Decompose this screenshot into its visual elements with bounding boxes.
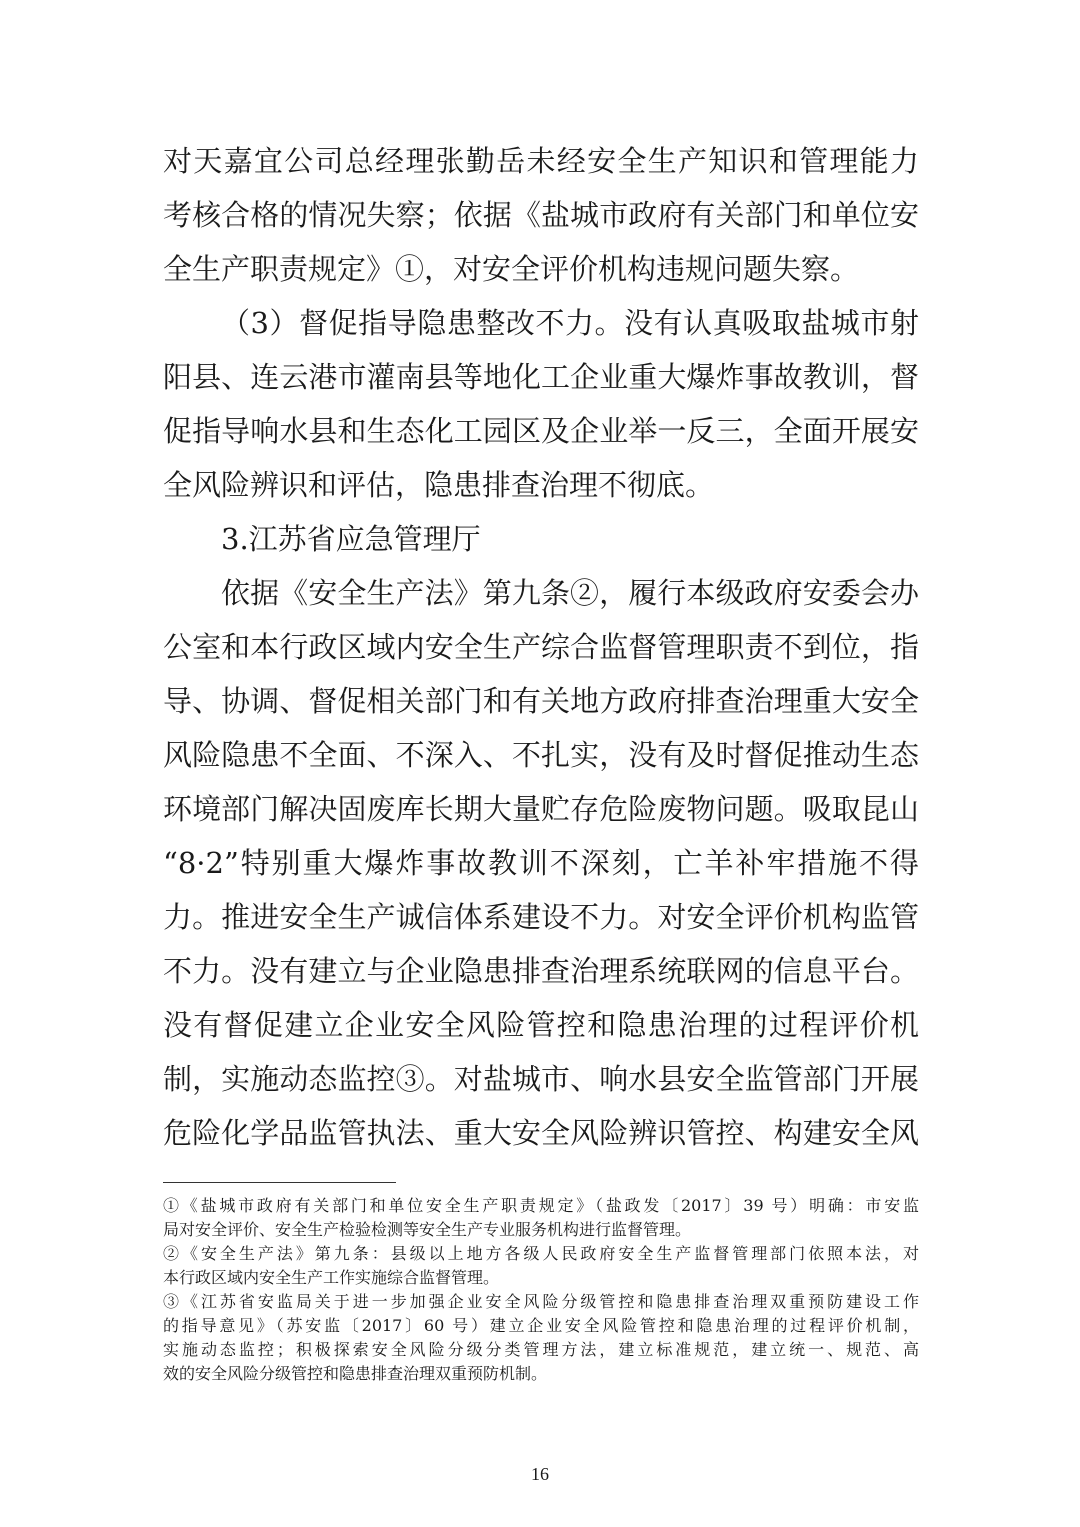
body-line: 导、协调、督促相关部门和有关地方政府排查治理重大安全 (163, 684, 919, 718)
body-line: 环境部门解决固废库长期大量贮存危险废物问题。吸取昆山 (163, 792, 919, 826)
body-line: 依据《安全生产法》第九条②，履行本级政府安委会办 (221, 576, 919, 610)
body-line: “8·2”特别重大爆炸事故教训不深刻，亡羊补牢措施不得 (163, 846, 919, 880)
footnote-line: ①《盐城市政府有关部门和单位安全生产职责规定》（盐政发〔2017〕39 号）明确：市安监 (163, 1196, 919, 1215)
footnote-line: 实施动态监控；积极探索安全风险分级分类管理方法，建立标准规范，建立统一、规范、高 (163, 1340, 919, 1359)
body-line: 危险化学品监管执法、重大安全风险辨识管控、构建安全风 (163, 1116, 919, 1150)
footnotes (163, 1194, 919, 1386)
body-line: 制，实施动态监控③。对盐城市、响水县安全监管部门开展 (163, 1062, 919, 1096)
body-line: （3）督促指导隐患整改不力。没有认真吸取盐城市射 (221, 306, 919, 340)
footnote-line: 本行政区域内安全生产工作实施综合监督管理。 (163, 1268, 500, 1287)
footnote-line: ②《安全生产法》第九条：县级以上地方各级人民政府安全生产监督管理部门依照本法，对 (163, 1244, 919, 1263)
body-line: 不力。没有建立与企业隐患排查治理系统联网的信息平台。 (163, 954, 919, 988)
body-line: 全生产职责规定》①，对安全评价机构违规问题失察。 (163, 252, 860, 286)
body-line: 对天嘉宜公司总经理张勤岳未经安全生产知识和管理能力 (163, 144, 919, 178)
body-line: 促指导响水县和生态化工园区及企业举一反三，全面开展安 (163, 414, 919, 448)
section-heading: 3.江苏省应急管理厅 (221, 522, 481, 556)
body-line: 力。推进安全生产诚信体系建设不力。对安全评价机构监管 (163, 900, 919, 934)
footnote-line: ③《江苏省安监局关于进一步加强企业安全风险分级管控和隐患排查治理双重预防建设工作 (163, 1292, 919, 1311)
body-line: 没有督促建立企业安全风险管控和隐患治理的过程评价机 (163, 1008, 919, 1042)
footnote-line: 效的安全风险分级管控和隐患排查治理双重预防机制。 (163, 1364, 548, 1383)
body-line: 考核合格的情况失察；依据《盐城市政府有关部门和单位安 (163, 198, 919, 232)
footnote-divider (163, 1182, 396, 1183)
body-line: 公室和本行政区域内安全生产综合监督管理职责不到位，指 (163, 630, 919, 664)
body-line: 阳县、连云港市灌南县等地化工企业重大爆炸事故教训，督 (163, 360, 919, 394)
body-line: 全风险辨识和评估，隐患排查治理不彻底。 (163, 468, 715, 502)
body-text (163, 134, 919, 1160)
page-number: 16 (531, 1464, 549, 1484)
body-line: 风险隐患不全面、不深入、不扎实，没有及时督促推动生态 (163, 738, 919, 772)
footnote-line: 局对安全评价、安全生产检验检测等安全生产专业服务机构进行监督管理。 (163, 1220, 692, 1239)
footnote-line: 的指导意见》（苏安监〔2017〕60 号）建立企业安全风险管控和隐患治理的过程评价机制， (163, 1316, 919, 1335)
